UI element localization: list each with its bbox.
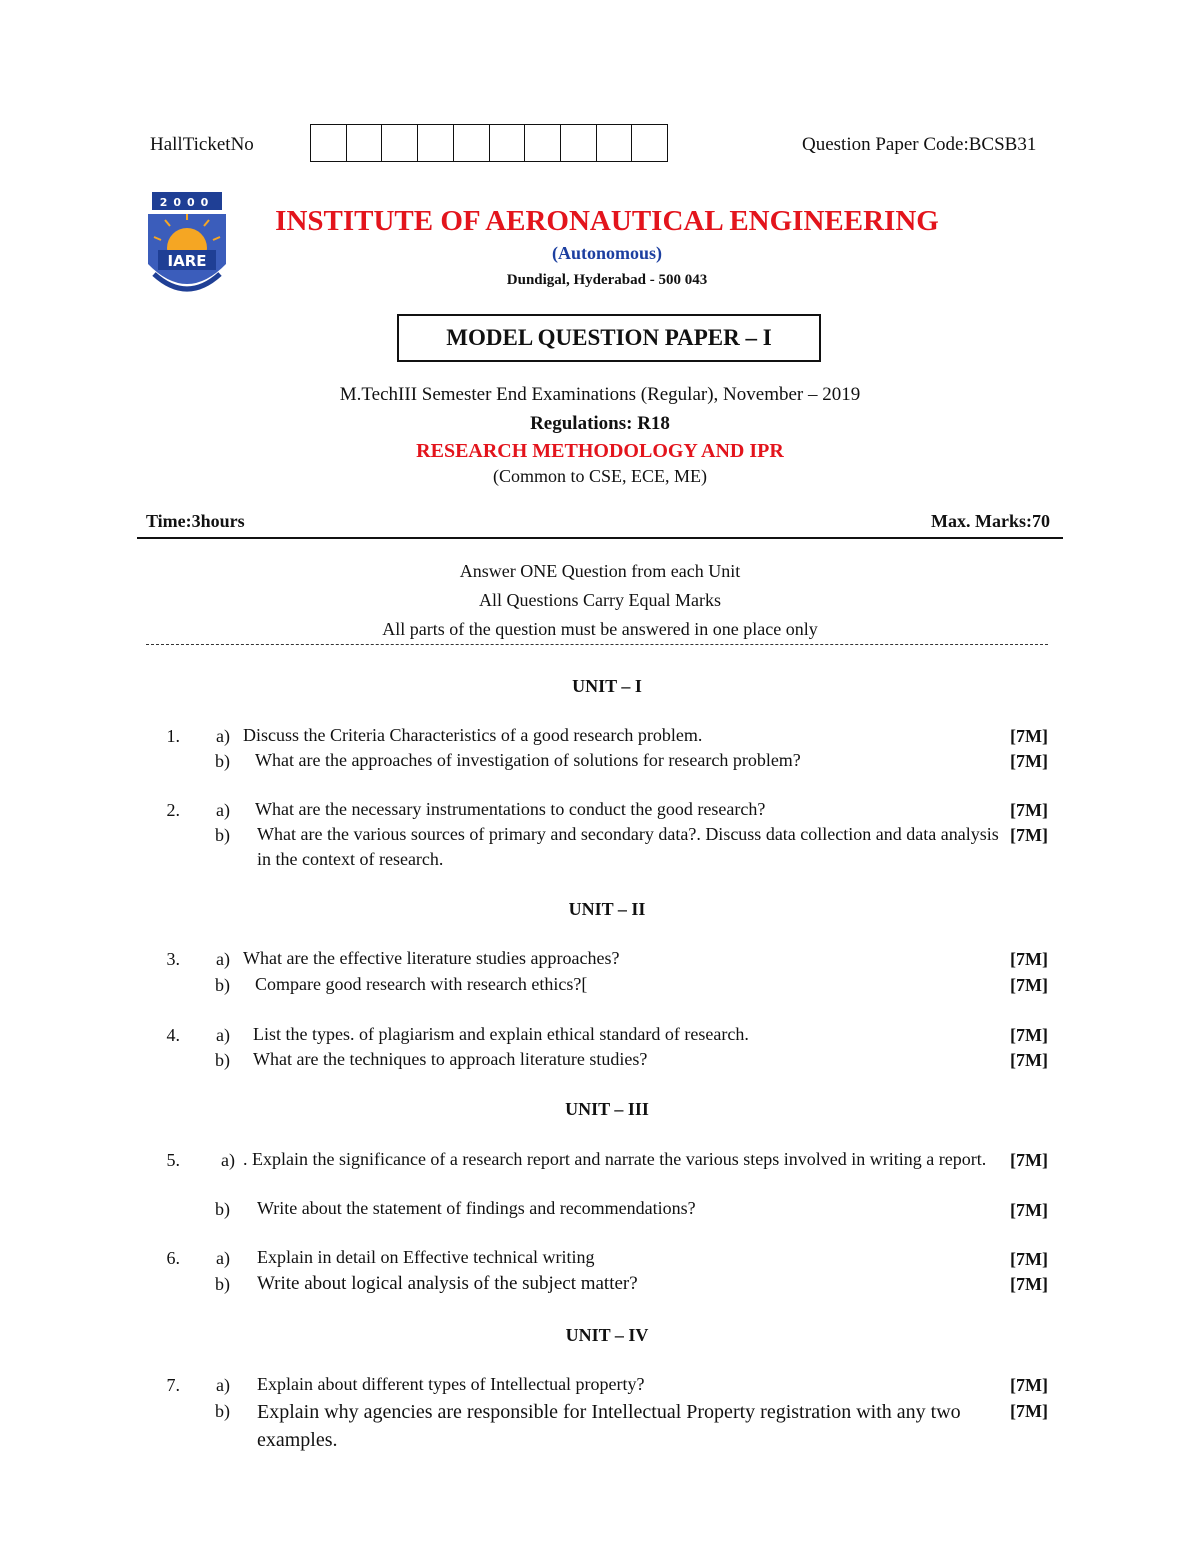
question-text: Explain in detail on Effective technical writing [257, 1247, 595, 1267]
unit-title: UNIT – III [565, 1099, 649, 1119]
question-number: 3. [166, 949, 180, 969]
marks: [7M] [1010, 1401, 1048, 1421]
svg-text:2000: 2000 [159, 196, 215, 209]
part-label: a) [216, 949, 230, 969]
hall-ticket-label: HallTicketNo [150, 134, 254, 155]
marks: [7M] [1010, 800, 1048, 820]
marks: [7M] [1010, 1025, 1048, 1045]
unit-title: UNIT – IV [565, 1325, 649, 1345]
instruction: All Questions Carry Equal Marks [479, 590, 721, 610]
common-to: (Common to CSE, ECE, ME) [492, 466, 707, 486]
question-paper-code: Question Paper Code:BCSB31 [802, 134, 1037, 155]
part-label: b) [215, 1274, 230, 1294]
question-text: What are the necessary instrumentations to conduct the good research? [255, 799, 766, 819]
question-text: What are the approaches of investigation of solutions for research problem? [255, 750, 801, 770]
marks: [7M] [1010, 726, 1048, 746]
question-text: Compare good research with research ethics?[ [255, 974, 588, 994]
part-label: b) [215, 751, 230, 771]
part-label: a) [216, 800, 230, 820]
subject-title: RESEARCH METHODOLOGY AND IPR [416, 440, 784, 462]
question-text: Write about logical analysis of the subject matter? [257, 1273, 638, 1294]
institute-name: INSTITUTE OF AERONAUTICAL ENGINEERING [275, 205, 939, 237]
marks: [7M] [1010, 1200, 1048, 1220]
instruction: All parts of the question must be answered in one place only [382, 619, 818, 639]
part-label: b) [215, 825, 230, 845]
part-label: a) [216, 1025, 230, 1045]
part-label: b) [215, 1050, 230, 1070]
question-number: 5. [166, 1150, 180, 1170]
question-text: Write about the statement of findings and recommendations? [257, 1198, 696, 1218]
marks: [7M] [1010, 975, 1048, 995]
question-number: 7. [166, 1375, 180, 1395]
institute-address: Dundigal, Hyderabad - 500 043 [506, 272, 708, 288]
question-text: Discuss the Criteria Characteristics of a good research problem. [243, 725, 703, 745]
dashed-divider [146, 644, 1048, 645]
question-text: . Explain the significance of a research report and narrate the various steps involved in writing a report. [243, 1149, 987, 1169]
marks: [7M] [1010, 1150, 1048, 1170]
part-label: a) [216, 726, 230, 746]
marks: [7M] [1010, 751, 1048, 771]
question-text: Explain why agencies are responsible for Intellectual Property registration with any two examples. [257, 1401, 961, 1451]
part-label: b) [215, 975, 230, 995]
marks: [7M] [1010, 1274, 1048, 1294]
question-text: Explain about different types of Intellectual property? [257, 1374, 645, 1394]
regulations: Regulations: R18 [530, 413, 670, 434]
divider [137, 537, 1063, 539]
question-text: What are the effective literature studies approaches? [243, 948, 620, 968]
part-label: a) [216, 1375, 230, 1395]
question-text: List the types. of plagiarism and explain ethical standard of research. [253, 1024, 749, 1044]
part-label: b) [215, 1401, 230, 1421]
unit-title: UNIT – II [568, 899, 646, 919]
unit-title: UNIT – I [572, 676, 642, 696]
marks: [7M] [1010, 825, 1048, 845]
marks: [7M] [1010, 1375, 1048, 1395]
hall-ticket-boxes [310, 124, 668, 162]
autonomous-label: (Autonomous) [551, 243, 662, 263]
svg-text:IARE: IARE [167, 252, 207, 270]
question-number: 2. [166, 800, 180, 820]
part-label: a) [216, 1248, 230, 1268]
question-number: 4. [166, 1025, 180, 1045]
question-text: What are the various sources of primary and secondary data?. Discuss data collection and data analysis in the context of research. [257, 824, 999, 869]
paper-title: MODEL QUESTION PAPER – I [397, 314, 821, 362]
marks: [7M] [1010, 1249, 1048, 1269]
instruction: Answer ONE Question from each Unit [459, 561, 741, 581]
marks: [7M] [1010, 1050, 1048, 1070]
part-label: b) [215, 1199, 230, 1219]
question-number: 1. [166, 726, 180, 746]
question-text: What are the techniques to approach literature studies? [253, 1049, 648, 1069]
marks: [7M] [1010, 949, 1048, 969]
exam-time: Time:3hours [146, 511, 245, 531]
question-number: 6. [166, 1248, 180, 1268]
part-label: a) [221, 1150, 235, 1170]
max-marks: Max. Marks:70 [931, 511, 1050, 531]
exam-name: M.TechIII Semester End Examinations (Regular), November – 2019 [339, 384, 861, 405]
